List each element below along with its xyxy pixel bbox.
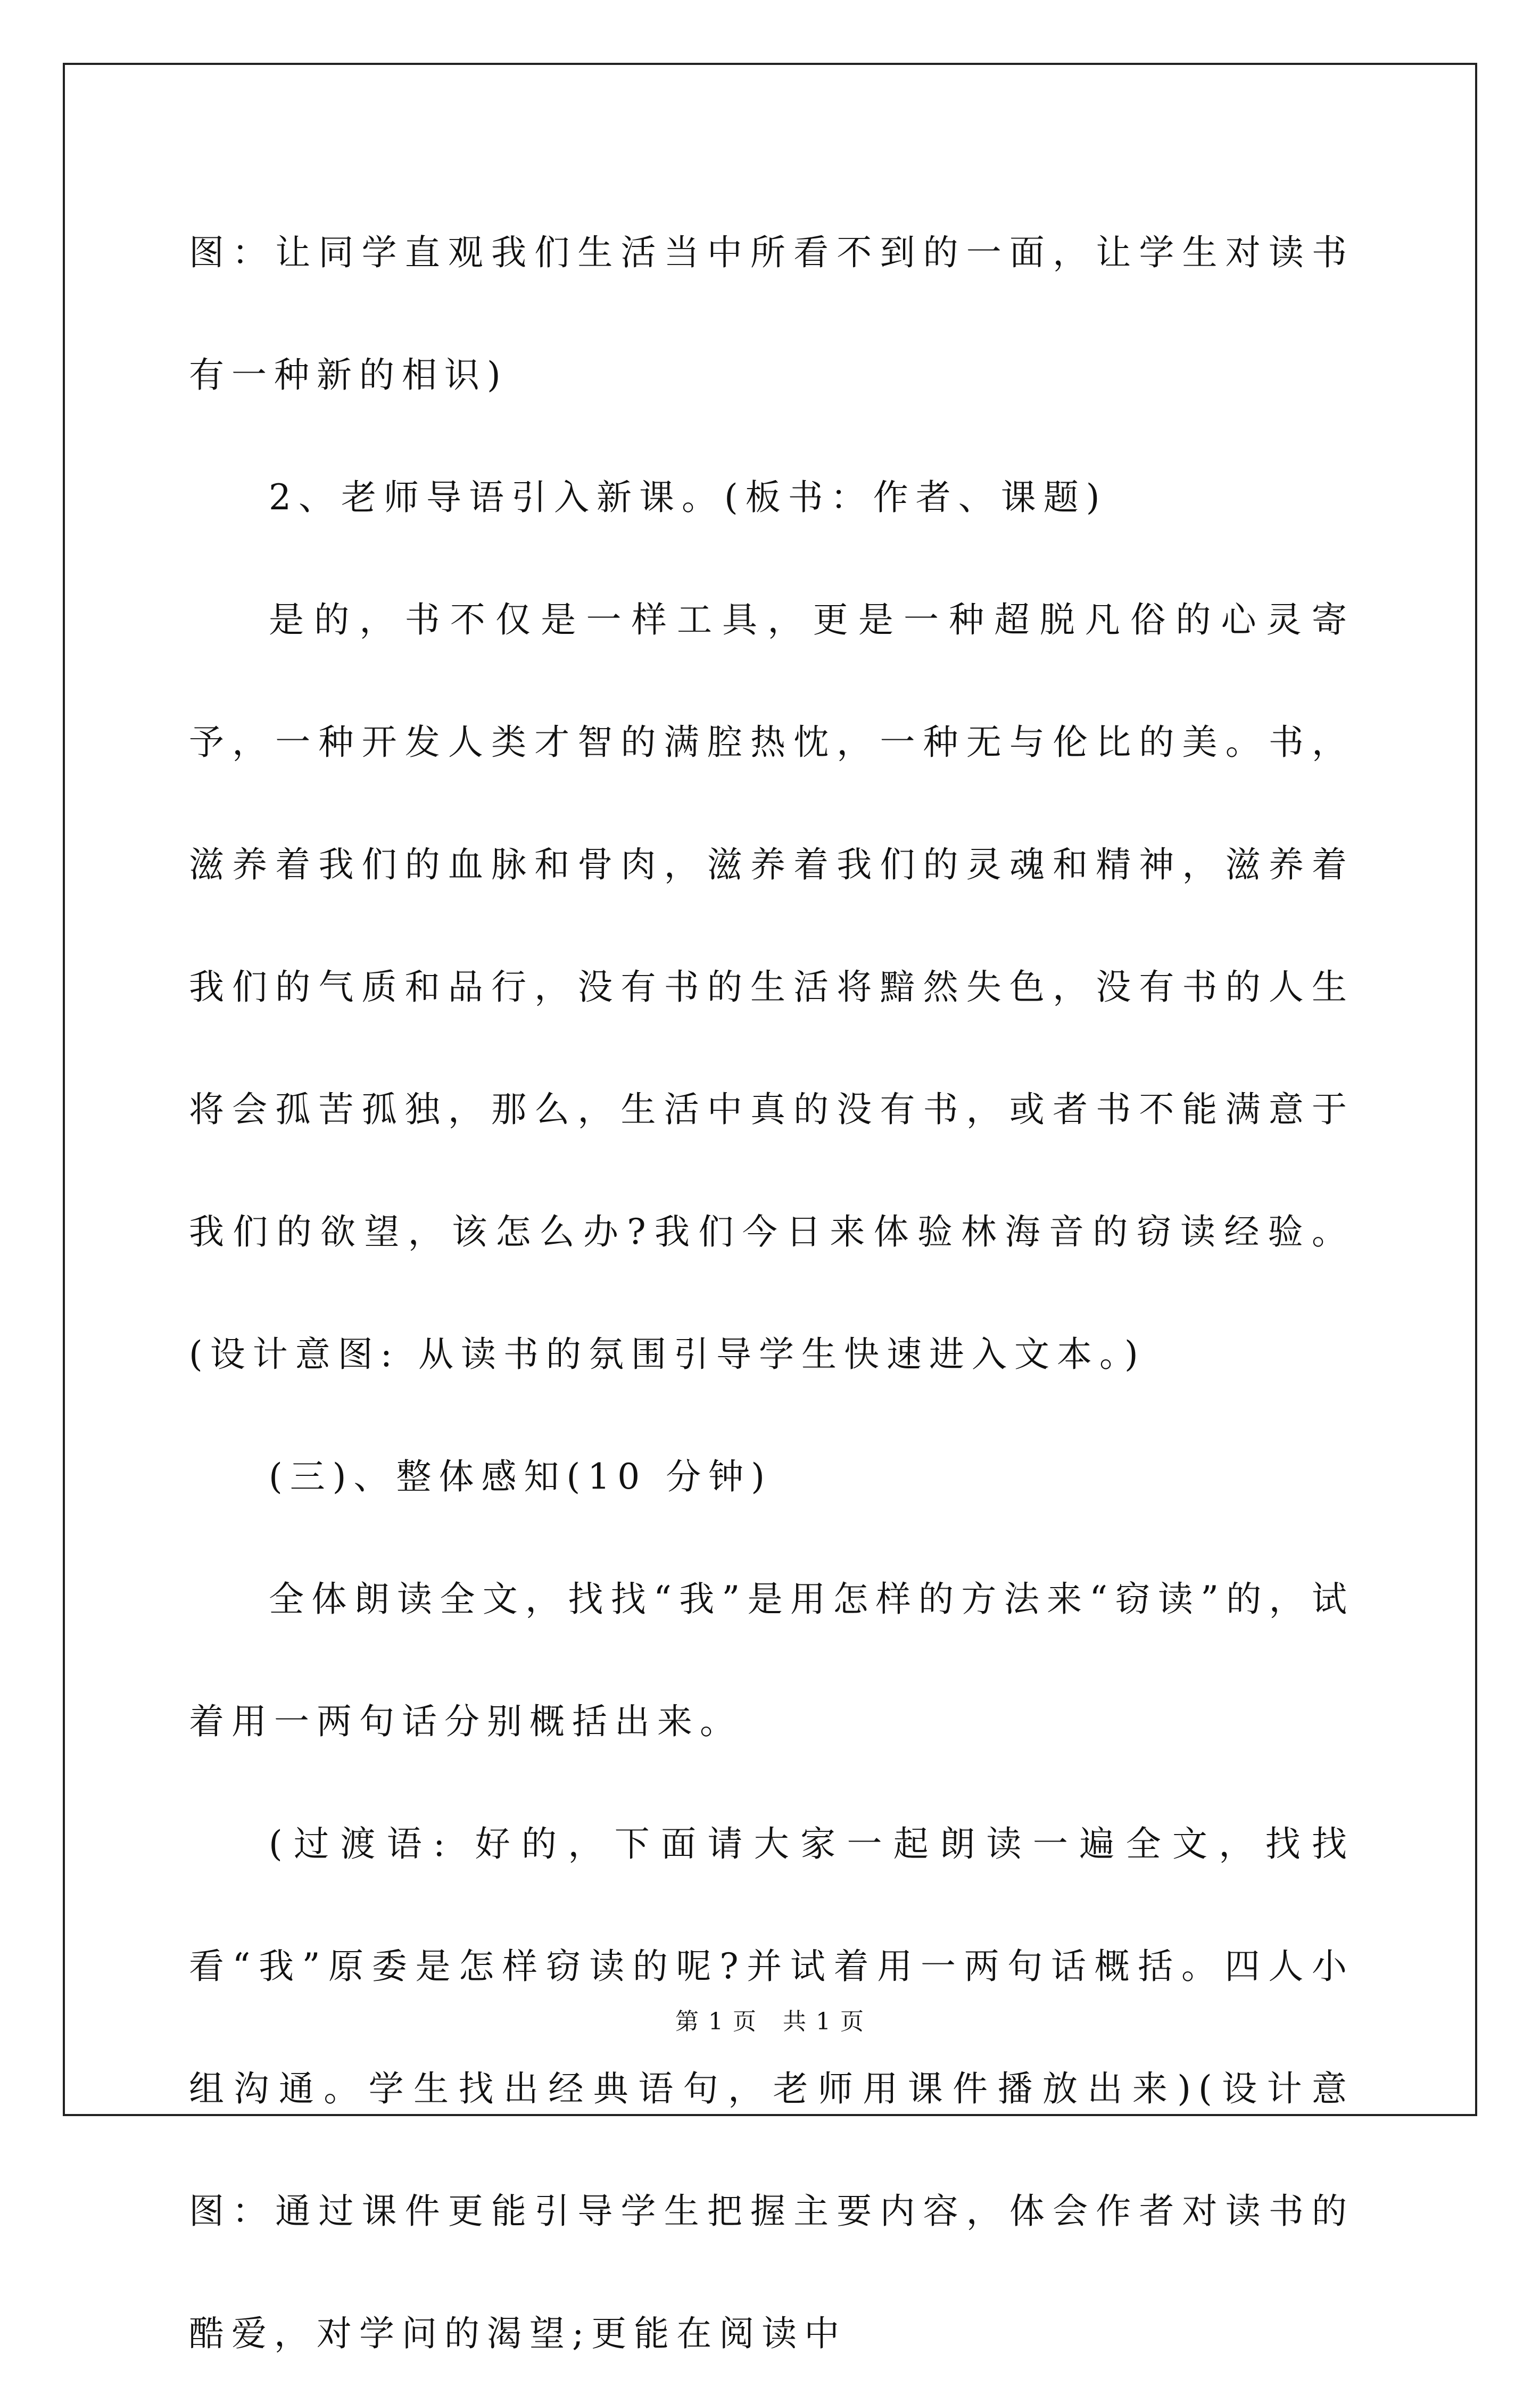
paragraph-1: 图：让同学直观我们生活当中所看不到的一面，让学生对读书有一种新的相识): [189, 232, 1354, 395]
paragraph-2: 2、老师导语引入新课。(板书：作者、课题): [269, 477, 1107, 518]
paragraph-4: (三)、整体感知(10 分钟): [269, 1456, 772, 1497]
page-footer: [0, 2002, 1540, 2036]
document-body: [189, 192, 1354, 2395]
page-total: 共 1 页: [782, 2008, 865, 2035]
paragraph-5: 全体朗读全文，找找“我”是用怎样的方法来“窃读”的，试着用一两句话分别概括出来。: [189, 1579, 1354, 1742]
page-number: 第 1 页: [675, 2008, 758, 2035]
paragraph-3: 是的，书不仅是一样工具，更是一种超脱凡俗的心灵寄予，一种开发人类才智的满腔热忱，一种无与伦比的美。书，滋养着我们的血脉和骨肉，滋养着我们的灵魂和精神，滋养着我们的气质和品行，没有书的生活将黯然失色，没有书的人生将会孤苦孤独，那么，生活中真的没有书，或者书不能满意于我们的欲望，该怎么办?我们今日来体验林海音的窃读经验。(设计意图: 从读书的氛围引导学生快速进入文本。): [189, 599, 1354, 1375]
paragraph-6: (过渡语: 好的，下面请大家一起朗读一遍全文，找找看“我”原委是怎样窃读的呢?并试着用一两句话概括。四人小组沟通。学生找出经典语句，老师用课件播放出来)(设计意图：通过课件更能引导学生把握主要内容，体会作者对读书的酷爱，对学问的渴望;更能在阅读中: [189, 1823, 1354, 2354]
